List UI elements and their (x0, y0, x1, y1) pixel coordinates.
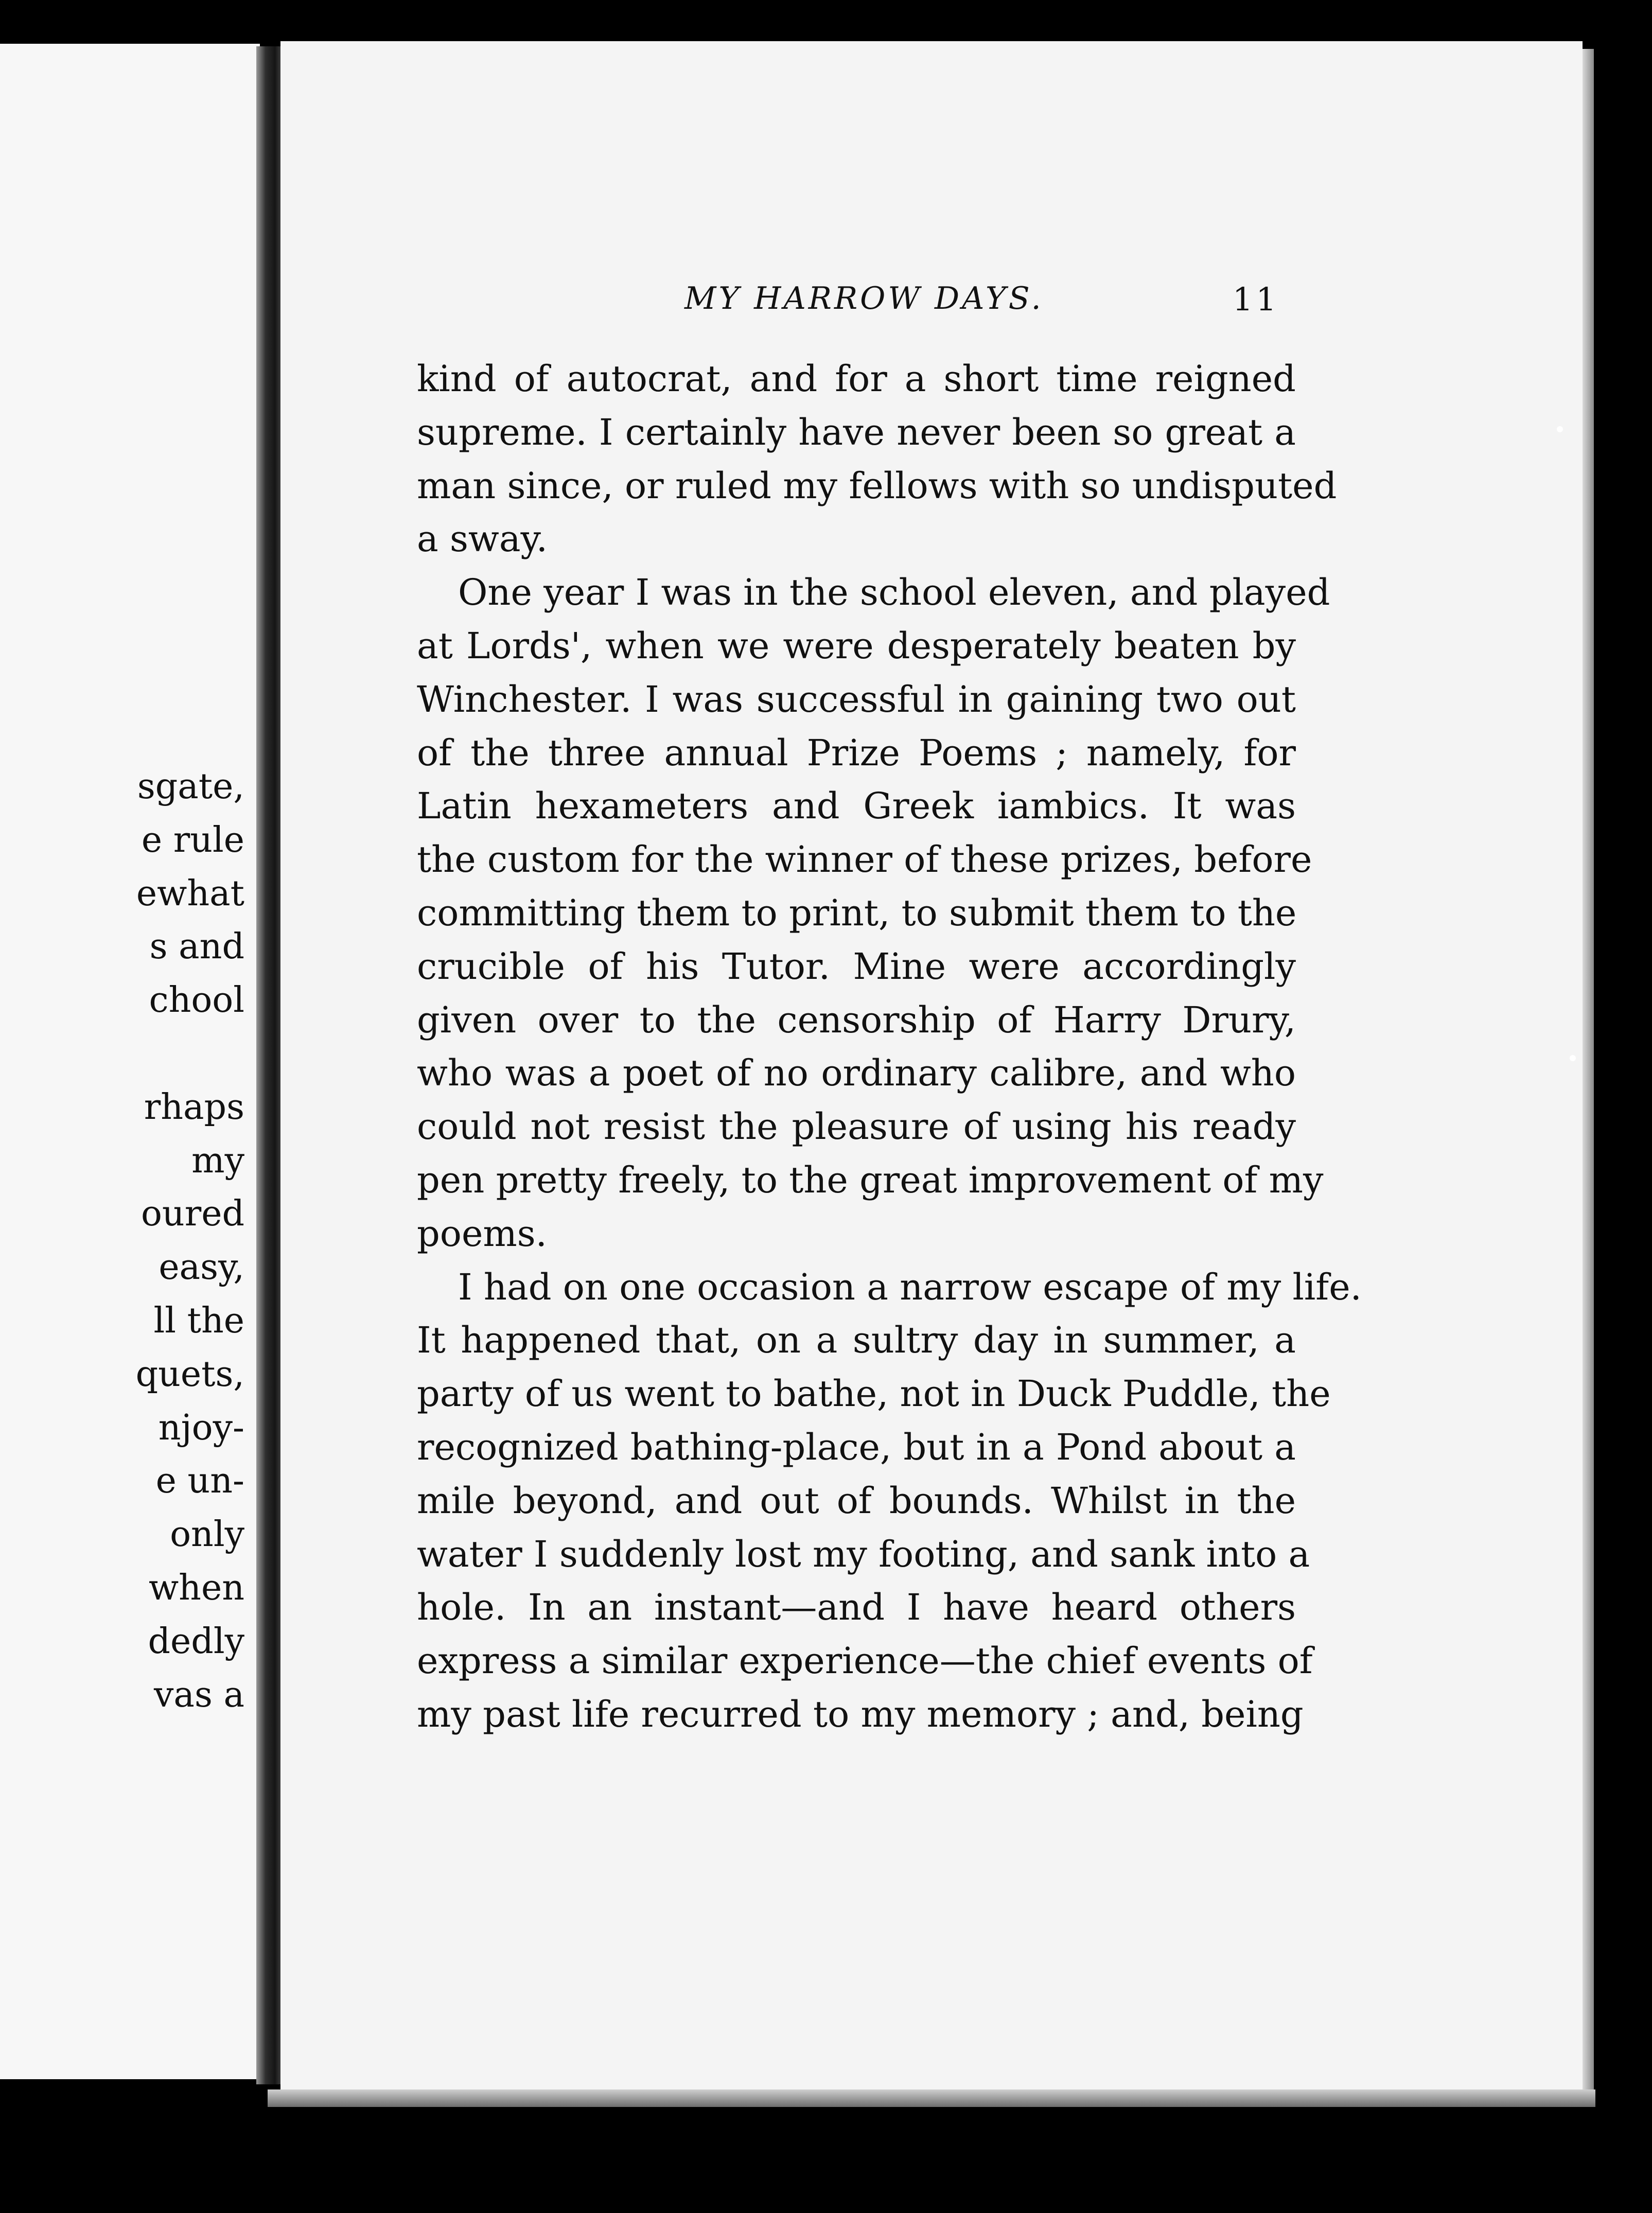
text-line: committing them to print, to submit them to the (417, 891, 1297, 934)
facing-page-line: dedly (148, 1621, 244, 1662)
page-bottom-edge (268, 2089, 1595, 2107)
facing-page-line: njoy- (158, 1407, 244, 1448)
facing-page-line: chool (149, 980, 244, 1021)
text-line: express a similar experience—the chief events of (417, 1640, 1313, 1682)
paper-speck (1570, 1055, 1576, 1061)
running-title: MY HARROW DAYS. (684, 280, 1044, 317)
body-text (417, 353, 1362, 1742)
paragraph (417, 566, 1330, 1260)
text-line: my past life recurred to my memory ; and, being (417, 1693, 1304, 1735)
page-number: 11 (1233, 280, 1279, 318)
facing-page-line: oured (140, 1193, 244, 1235)
facing-page-line: quets, (135, 1354, 244, 1395)
text-line: mile beyond, and out of bounds. Whilst in the (417, 1479, 1296, 1522)
facing-page-line: vas a (153, 1674, 244, 1715)
text-line: pen pretty freely, to the great improvement of my (417, 1158, 1324, 1201)
facing-page-line: s and (149, 926, 244, 968)
book-gutter (256, 46, 283, 2084)
text-line: It happened that, on a sultry day in summer, a (417, 1319, 1296, 1362)
text-line: of the three annual Prize Poems ; namely, for (417, 731, 1296, 774)
text-line: given over to the censorship of Harry Drury, (417, 998, 1296, 1041)
facing-page-line: easy, (159, 1247, 244, 1288)
text-line: could not resist the pleasure of using his ready (417, 1105, 1296, 1148)
facing-page-line: ll the (153, 1301, 244, 1341)
text-line: a sway. (417, 518, 548, 560)
facing-page-line: rhaps (144, 1086, 244, 1128)
text-line: Winchester. I was successful in gaining two out (417, 678, 1296, 721)
facing-page-line: ewhat (136, 873, 244, 914)
text-line: poems. (417, 1212, 547, 1255)
text-line: kind of autocrat, and for a short time reigned (417, 358, 1296, 400)
text-line: at Lords', when we were desperately beaten by (417, 624, 1296, 667)
facing-page-line: when (148, 1568, 244, 1608)
text-line: man since, or ruled my fellows with so undisputed (417, 464, 1337, 507)
facing-page-line: e rule (141, 819, 244, 860)
text-line: the custom for the winner of these prizes, before (417, 838, 1312, 881)
paragraph (417, 1261, 1362, 1742)
paragraph (417, 353, 1337, 566)
page-edge (1583, 49, 1594, 2092)
text-line: recognized bathing-place, but in a Pond about a (417, 1426, 1296, 1468)
facing-page-line: sgate, (137, 766, 244, 807)
text-line: crucible of his Tutor. Mine were accordingly (417, 945, 1296, 988)
facing-page (0, 44, 260, 2079)
facing-page-line: only (170, 1514, 244, 1555)
text-line: supreme. I certainly have never been so great a (417, 411, 1296, 453)
paper-speck (1557, 426, 1563, 432)
text-line: water I suddenly lost my footing, and sank into a (417, 1533, 1310, 1575)
text-line: One year I was in the school eleven, and played (458, 571, 1330, 614)
text-line: Latin hexameters and Greek iambics. It was (417, 785, 1296, 828)
text-line: hole. In an instant—and I have heard others (417, 1586, 1296, 1629)
text-line: who was a poet of no ordinary calibre, and who (417, 1052, 1296, 1095)
facing-page-line: e un- (155, 1461, 244, 1502)
facing-page-line: my (191, 1140, 244, 1181)
text-line: party of us went to bathe, not in Duck Puddle, the (417, 1373, 1331, 1415)
text-line: I had on one occasion a narrow escape of my life. (458, 1266, 1362, 1308)
